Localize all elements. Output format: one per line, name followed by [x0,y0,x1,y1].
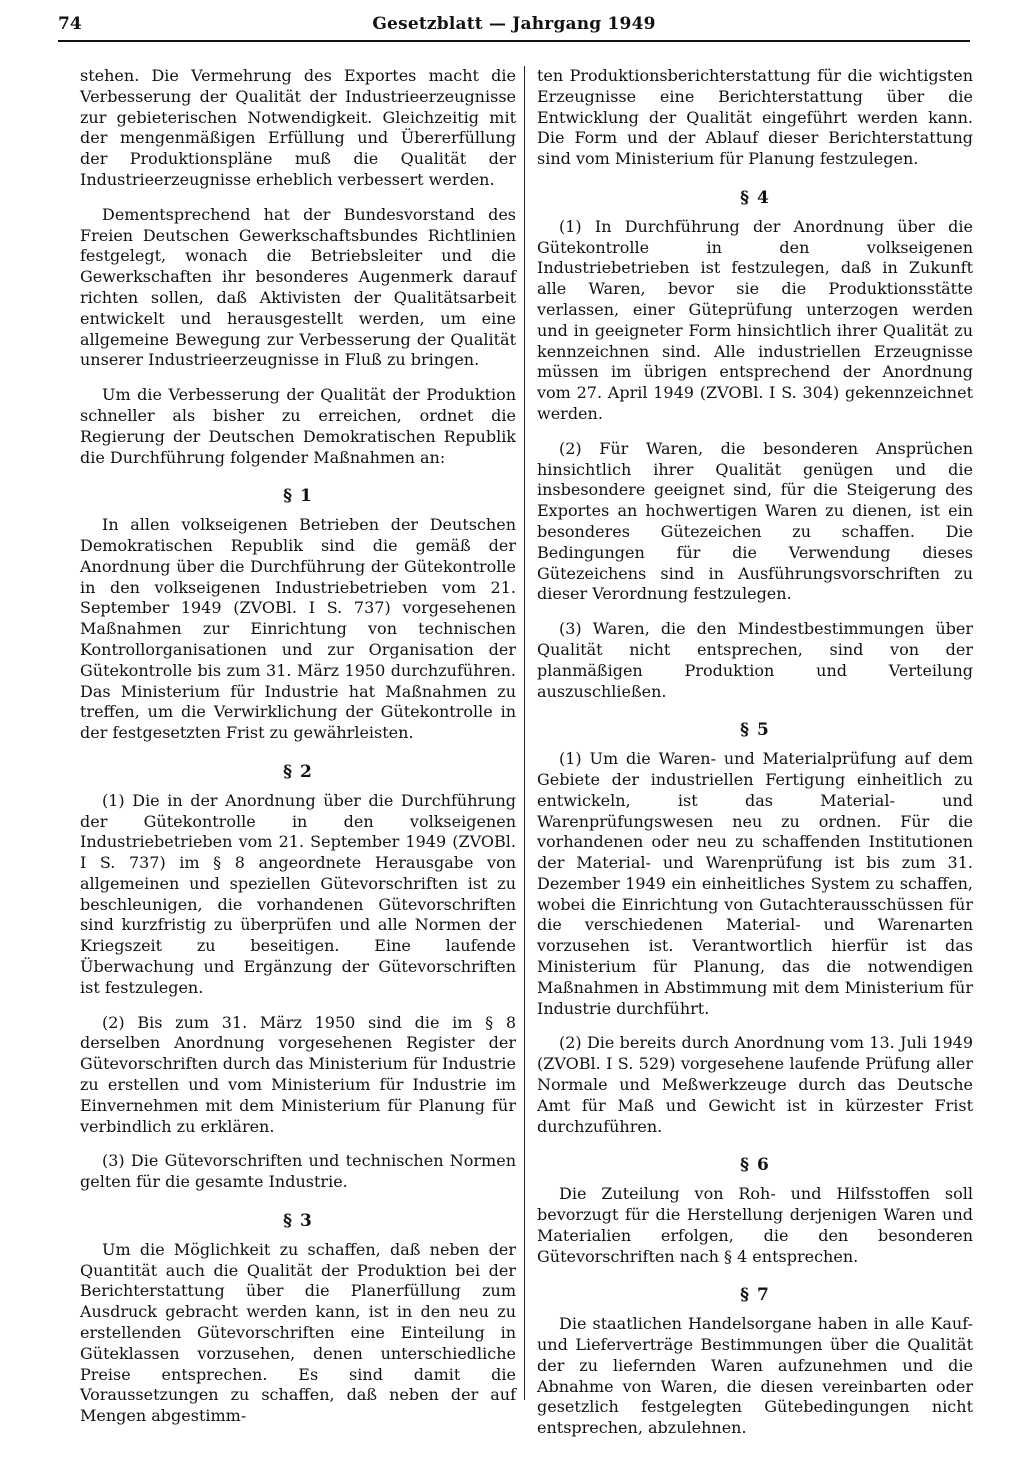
section-2-paragraph-2: (2) Bis zum 31. März 1950 sind die im § 8 derselben Anordnung vorgesehenen Register der Gütevorschriften durch das Ministerium für Industrie zu erstellen und vom Ministerium für Industrie im Einvernehmen mit dem Ministerium für Planung für verbindlich zu erklären. [80,1012,516,1136]
paragraph: Um die Verbesserung der Qualität der Produktion schneller als bisher zu erreichen, ordnet die Regierung der Deutschen Demokratischen Republik die Durchführung folgender Maßnahmen an: [80,385,516,467]
section-6-text: Die Zuteilung von Roh- und Hilfsstoffen soll bevorzugt für die Herstellung derjenigen Waren und Materialien erfolgen, die den besonderen Gütevorschriften nach § 4 entsprechen. [537,1184,973,1266]
section-4-paragraph-1: (1) In Durchführung der Anordnung über die Gütekontrolle in den volkseigenen Industriebetrieben ist festzulegen, daß in Zukunft alle Waren, bevor sie die Produktionsstätte verlassen, einer Güteprüfung unterzogen werden und in geeigneter Form hinsichtlich ihrer Qualität zu kennzeichnen sind. Alle industriellen Erzeugnisse müssen im übrigen entsprechend der Anordnung vom 27. April 1949 (ZVOBl. I S. 304) gekennzeichnet werden. [537,216,973,423]
section-4-paragraph-2: (2) Für Waren, die besonderen Ansprüchen hinsichtlich ihrer Qualität genügen und die insbesondere geeignet sind, für die Steigerung des Exportes an hochwertigen Waren zu dienen, ist ein besonderes Gütezeichen zu schaffen. Die Bedingungen für die Verwendung dieses Gütezeichens sind in Ausführungsvorschriften zu dieser Verordnung festzulegen. [537,438,973,604]
section-heading-4: § 4 [740,187,770,208]
left-column [80,66,516,1427]
page-header [58,10,970,42]
paragraph: stehen. Die Vermehrung des Exportes macht die Verbesserung der Qualität der Industrieerzeugnisse zur gebieterischen Notwendigkeit. Gleichzeitig mit der mengenmäßigen Erfüllung und Übererfüllung der Produktionspläne muß die Qualität der Industrieerzeugnisse erheblich verbessert werden. [80,66,516,189]
section-5-paragraph-1: (1) Um die Waren- und Materialprüfung auf dem Gebiete der industriellen Fertigung einheitlich zu entwickeln, ist das Material- und Warenprüfungswesen neu zu ordnen. Für die vorhandenen oder neu zu schaffenden Institutionen der Material- und Warenprüfung ist bis zum 31. Dezember 1949 ein einheitliches System zu schaffen, wobei die Einrichtung von Gutachterausschüssen für die verschiedenen Material- und Warenarten vorzusehen ist. Verantwortlich hierfür ist das Ministerium für Planung, das die notwendigen Maßnahmen in Abstimmung mit dem Ministerium für Industrie durchführt. [537,749,973,1018]
section-2-paragraph-1: (1) Die in der Anordnung über die Durchführung der Gütekontrolle in den volkseigenen Industriebetrieben vom 21. September 1949 (ZVOBl. I S. 737) im § 8 angeordnete Herausgabe von allgemeinen und speziellen Gütevorschriften ist zu beschleunigen, die vorhandenen Gütevorschriften sind kurzfristig zu überprüfen und alle Normen der Kriegszeit zu beseitigen. Eine laufende Überwachung und Ergänzung der Gütevorschriften ist festzulegen. [80,790,516,997]
section-7-text: Die staatlichen Handelsorgane haben in alle Kauf- und Lieferverträge Bestimmungen über die Qualität der zu liefernden Waren aufzunehmen und die Abnahme von Waren, die diesen vereinbarten oder gesetzlich festgelegten Gütebedingungen nicht entsprechen, abzulehnen. [537,1314,973,1438]
section-3-text: Um die Möglichkeit zu schaffen, daß neben der Quantität auch die Qualität der Produktion bei der Berichterstattung über die Planerfüllung zum Ausdruck gebracht werden kann, ist in den neu zu erstellenden Gütevorschriften eine Einteilung in Güteklassen vorzusehen, denen unterschiedliche Preise entsprechen. Es sind damit die Voraussetzungen zu schaffen, daß neben der auf Mengen abgestimm- [80,1239,516,1426]
running-head: Gesetzblatt — Jahrgang 1949 [372,14,656,34]
section-heading-1: § 1 [283,486,313,507]
paragraph: Dementsprechend hat der Bundesvorstand des Freien Deutschen Gewerkschaftsbundes Richtlinien festgelegt, wonach die Betriebsleiter und die Gewerkschaften ihr besonderes Augenmerk darauf richten sollen, daß Aktivisten der Qualitätsarbeit entwickelt und herausgestellt werden, um eine allgemeine Bewegung zur Verbesserung der Qualität unserer Industrieerzeugnisse in Fluß zu bringen. [80,204,516,370]
section-heading-2: § 2 [283,761,313,782]
page-number: 74 [58,14,82,34]
paragraph-continuation: ten Produktionsberichterstattung für die wichtigsten Erzeugnisse eine Berichterstattung über die Entwicklung der Qualität eingeführt werden kann. Die Form und der Ablauf dieser Berichterstattung sind vom Ministerium für Planung festzulegen. [537,66,973,169]
right-column [537,66,973,1439]
section-heading-3: § 3 [283,1211,313,1232]
column-divider [524,66,525,1400]
section-2-paragraph-3: (3) Die Gütevorschriften und technischen Normen gelten für die gesamte Industrie. [80,1151,516,1192]
section-heading-6: § 6 [740,1155,770,1176]
section-1-text: In allen volkseigenen Betrieben der Deutschen Demokratischen Republik sind die gemäß der Anordnung über die Durchführung der Gütekontrolle in den volkseigenen Industriebetrieben vom 21. September 1949 (ZVOBl. I S. 737) vorgesehenen Maßnahmen zur Einrichtung von technischen Kontrollorganisationen und zur Organisation der Gütekontrolle bis zum 31. März 1950 durchzuführen. Das Ministerium für Industrie hat Maßnahmen zu treffen, um die Verwirklichung der Gütekontrolle in der festgesetzten Frist zu gewährleisten. [80,515,516,743]
section-4-paragraph-3: (3) Waren, die den Mindestbestimmungen über Qualität nicht entsprechen, sind von der planmäßigen Produktion und Verteilung auszuschließen. [537,619,973,701]
section-5-paragraph-2: (2) Die bereits durch Anordnung vom 13. Juli 1949 (ZVOBl. I S. 529) vorgesehene laufende Prüfung aller Normale und Meßwerkzeuge durch das Deutsche Amt für Maß und Gewicht ist in kürzester Frist durchzuführen. [537,1033,973,1136]
section-heading-5: § 5 [740,720,770,741]
section-heading-7: § 7 [740,1285,770,1306]
